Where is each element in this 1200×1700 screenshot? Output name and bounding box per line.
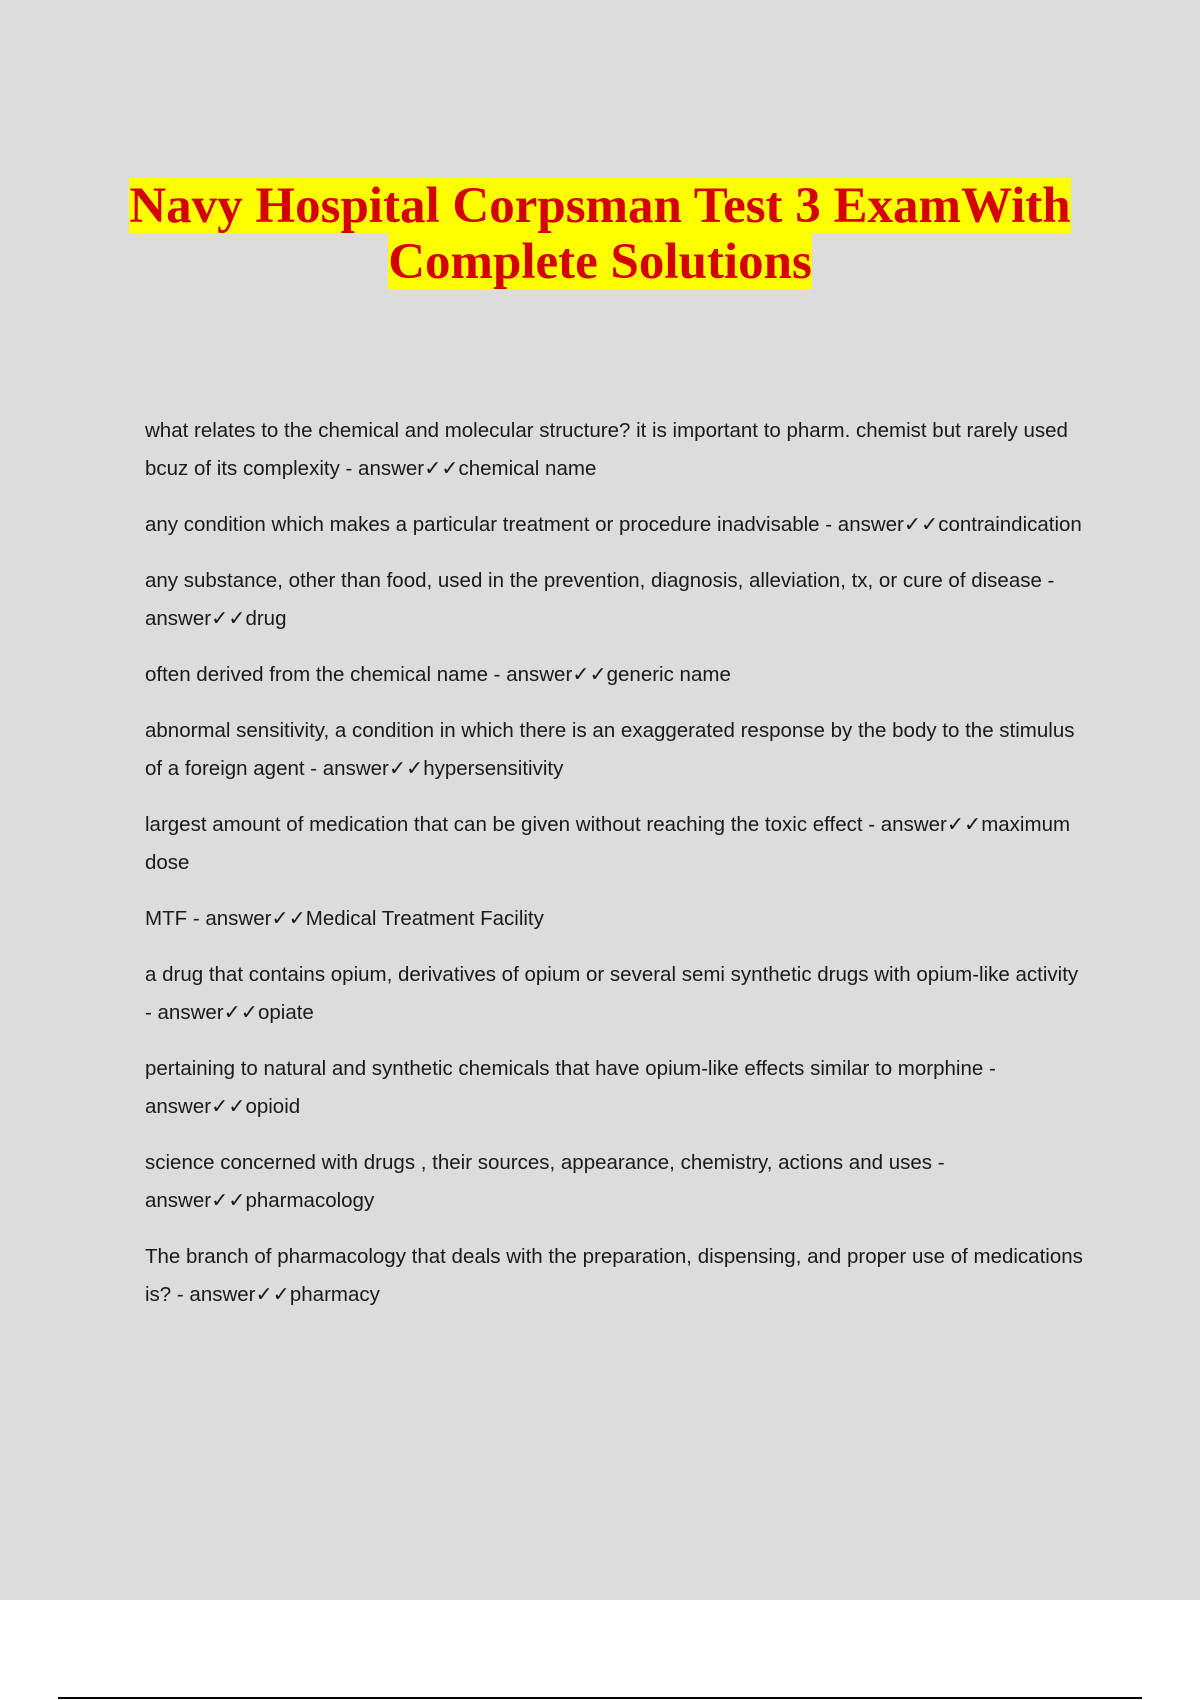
footer-divider	[58, 1697, 1142, 1699]
qa-item: The branch of pharmacology that deals with the preparation, dispensing, and proper use of medications is? - answer✓✓pharmacy	[145, 1245, 1083, 1306]
qa-item: abnormal sensitivity, a condition in which there is an exaggerated response by the body to the stimulus of a foreign agent - answer✓✓hypersensitivity	[145, 719, 1075, 780]
qa-list	[145, 412, 1090, 1332]
qa-item: what relates to the chemical and molecular structure? it is important to pharm. chemist but rarely used bcuz of its complexity - answer✓✓chemical name	[145, 419, 1068, 480]
qa-item: MTF - answer✓✓Medical Treatment Facility	[145, 907, 544, 930]
title-line-2: Complete Solutions	[388, 234, 812, 290]
title-line-1: Navy Hospital Corpsman Test 3 ExamWith	[129, 178, 1071, 234]
qa-item: pertaining to natural and synthetic chemicals that have opium-like effects similar to morphine - answer✓✓opioid	[145, 1057, 996, 1118]
qa-item: largest amount of medication that can be given without reaching the toxic effect - answer✓✓maximum dose	[145, 813, 1071, 874]
qa-item: any substance, other than food, used in the prevention, diagnosis, alleviation, tx, or cure of disease - answer✓✓drug	[145, 569, 1055, 630]
qa-item: science concerned with drugs , their sources, appearance, chemistry, actions and uses - answer✓✓pharmacology	[145, 1151, 945, 1212]
qa-item: a drug that contains opium, derivatives of opium or several semi synthetic drugs with opium-like activity - answer✓✓opiate	[145, 963, 1079, 1024]
qa-item: often derived from the chemical name - answer✓✓generic name	[145, 663, 731, 686]
qa-item: any condition which makes a particular treatment or procedure inadvisable - answer✓✓contraindication	[145, 513, 1082, 536]
document-title	[0, 178, 1200, 290]
